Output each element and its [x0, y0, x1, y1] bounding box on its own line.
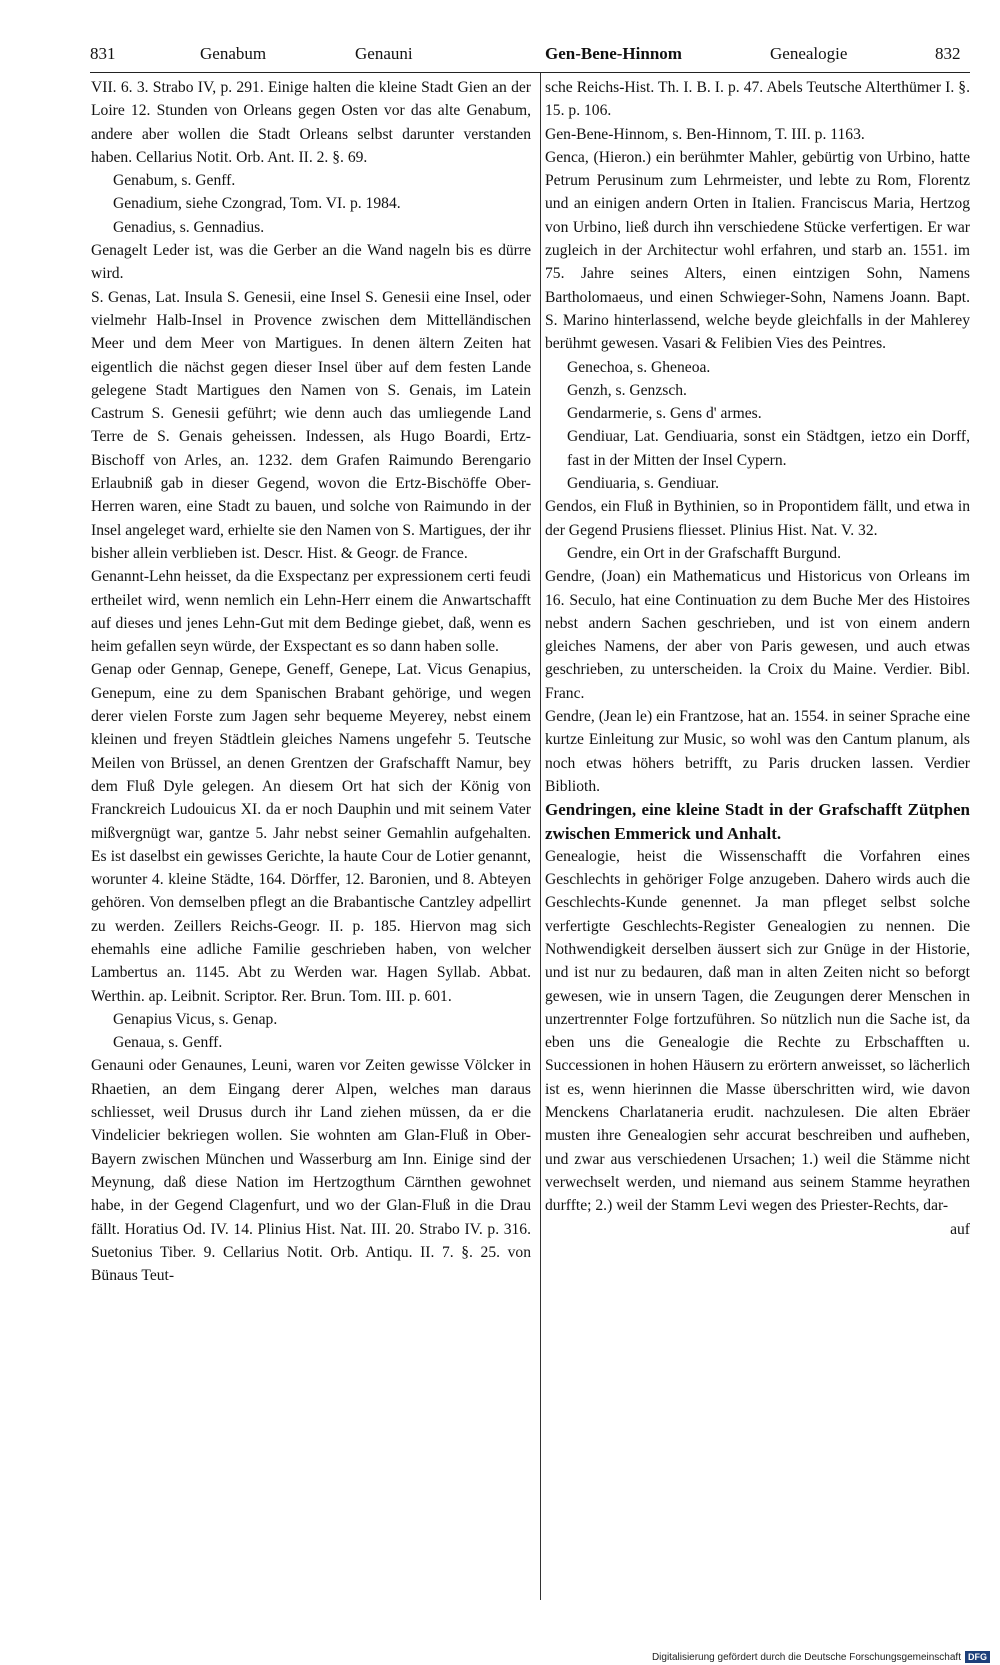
entry-genaua: Genaua, s. Genff.: [113, 1034, 223, 1052]
page-number-left: 831: [90, 44, 116, 63]
entry-genadius: Genadius, s. Gennadius.: [113, 218, 265, 236]
entry-gendiuaria: Gendiuaria, s. Gendiuar.: [567, 475, 719, 493]
page-number-right: 832: [935, 44, 961, 63]
entry-genapius-vicus: Genapius Vicus, s. Genap.: [113, 1010, 278, 1028]
entry-gendre-ort: Gendre, ein Ort in der Grafschafft Burgund.: [567, 544, 841, 562]
entry-genauni-cont: sche Reichs-Hist. Th. I. B. I. p. 47. Abels Teutsche Alterthümer I. §. 15. p. 106.: [545, 79, 970, 120]
entry-genannt-lehn: Genannt-Lehn heisset, da die Exspectanz per expressionem certi feudi ertheilet wird, wenn nemlich ein Lehn-Herr einem die Anwartschafft auf dieses und jenes Lehn-Gut mit dem Bedinge giebet, daß, wenn es heim gefallen seyn würde, der Exspectant es so dann haben solle.: [91, 568, 531, 656]
entry-gendos: Gendos, ein Fluß in Bythinien, so in Propontidem fällt, und etwa in der Gegend Prusiens fliesset. Plinius Hist. Nat. V. 32.: [545, 498, 970, 539]
entry-genechoa: Genechoa, s. Gheneoa.: [567, 358, 711, 376]
footer-text: Digitalisierung gefördert durch die Deutsche Forschungsgemeinschaft: [651, 1651, 961, 1663]
right-column: [545, 76, 970, 1241]
entry-genealogie: Genealogie, heist die Wissenschafft die Vorfahren eines Geschlechts in gehöriger Folge anzugeben. Dahero wirds auch die Geschlechts-Kunde genennet. Ja man pfleget selbst solche verfertigte Geschlechts-Register Genealogien zu nennen. Die Nothwendigkeit derselben äussert sich zur Gnüge in der Historie, und ist nur zu bedauren, daß man in alten Zeiten nicht so beforgt gewesen, wie in unsern Tagen, die Zeugungen derer Menschen in unzertrennter Folge fortzuführen. So nützlich nun die Sache ist, da eben uns die Genealogie die Rechte zu Erbschafften u. Successionen in hohen Häusern zu erörtern anweisset, so lächerlich ist es, wenn hierinnen die Masse überschritten wird, wie davon Menckens Charlataneria erudit. nachzulesen. Die alten Ebräer musten ihre Genealogien sehr accurat beschreiben und aufheben, und zwar aus verschiedenen Ursachen; 1.) weil die Stämme nicht verwechselt werden, und niemand aus seinem Stamme heyrathen durffte; 2.) weil der Stamm Levi wegen des Priester-Rechts, dar-: [545, 847, 970, 1215]
header-keyword-left-2: Genauni: [355, 44, 413, 63]
entry-genagelt-leder: Genagelt Leder ist, was die Gerber an die Wand nageln bis es dürre wird.: [91, 242, 531, 283]
entry-gen-bene-hinnom: Gen-Bene-Hinnom, s. Ben-Hinnom, T. III. p. 1163.: [545, 125, 865, 143]
entry-gendre-joan: Gendre, (Joan) ein Mathematicus und Historicus von Orleans im 16. Seculo, hat eine Continuation zu dem Buche Mer des Histoires nebst andern Sachen geschrieben, und ist von einem andern gleiches Namens, der aber von Paris gewesen, und auch etwas geschrieben, zu unterscheiden. la Croix du Maine. Verdier. Bibl. Franc.: [545, 568, 970, 702]
footer-credit: [652, 1651, 990, 1663]
header-keyword-left-1: Genabum: [200, 44, 267, 63]
entry-genadium: Genadium, siehe Czongrad, Tom. VI. p. 1984.: [113, 195, 401, 213]
running-header: [90, 44, 970, 70]
entry-s-genas: S. Genas, Lat. Insula S. Genesii, eine Insel S. Genesii eine Insel, oder vielmehr Halb-Insel in Provence zwischen dem Mittelländischen Meer und dem Meer von Martigues. In denen ältern Zeiten hat eigentlich die nächst gegen dieser Insel über auf dem festen Lande gelegene Stadt Martigues den Namen von S. Genais, im Latein Castrum S. Genesii geführt; wie denn auch das umliegende Land Terre de S. Genais geheissen. Indessen, als Hugo Boardi, Ertz-Bischoff von Arles, an. 1232. dem Grafen Raimundo Berengario Erlaubniß gab in dieser Gegend, wovon die Ertz-Bischöffe Ober-Herren waren, eine Stadt zu bauen, und solche von Raimundo in der Insel angeleget ward, erhielte sie den Namen von S. Martigues, der ihr bisher allein verblieben ist. Descr. Hist. & Geogr. de France.: [91, 288, 531, 562]
entry-gendarmerie: Gendarmerie, s. Gens d' armes.: [567, 405, 762, 423]
dfg-logo-icon: DFG: [965, 1651, 990, 1663]
header-rule: [90, 72, 970, 73]
entry-genabum-cont: VII. 6. 3. Strabo IV, p. 291. Einige halten die kleine Stadt Gien an der Loire 12. Stunden von Orleans gegen Osten vor das alte Genabum, andere aber wollen die Stadt Orleans selbst darunter verstanden haben. Cellarius Notit. Orb. Ant. II. 2. §. 69.: [91, 79, 531, 166]
entry-gendre-jean: Gendre, (Jean le) ein Frantzose, hat an. 1554. in seiner Sprache eine kurtze Einleitung zur Music, so wohl was den Cantum planum, als noch etwas höhers betrifft, zu Paris drucken lassen. Verdier Biblioth.: [545, 708, 970, 795]
entry-genap: Genap oder Gennap, Genepe, Geneff, Genepe, Lat. Vicus Genapius, Genepum, eine zu dem Spanischen Brabant gehörige, und wegen derer vielen Forste zum Jagen sehr bequeme Meyerey, nebst einem kleinen und freyen Städtlein gleiches Namens ungefehr 5. Teutsche Meilen von Brüssel, an denen Grentzen der Grafschafft Namur, bey dem Fluß Dyle gelegen. An diesem Ort hat sich der König von Franckreich Ludouicus XI. da er noch Dauphin und mit seinem Vater mißvergnügt war, gantze 5. Jahr nebst seiner Gemahlin aufgehalten. Es ist daselbst ein gewisses Gerichte, la haute Cour de Lotier genannt, worunter 4. kleine Städte, 164. Dörffer, 12. Baronien, und 8. Abteyen gehören. Von demselben pflegt an die Brabantische Cantzley adpellirt zu werden. Zeillers Reichs-Geogr. II. p. 185. Hiervon mag sich ehemahls eine adliche Familie geschrieben haben, von welcher Lambertus an. 1145. Abt zu Werden war. Hagen Syllab. Abbat. Werthin. ap. Leibnit. Scriptor. Rer. Brun. Tom. III. p. 601.: [91, 661, 531, 1005]
catchword: auf: [950, 1220, 970, 1238]
header-keyword-right-1: Gen-Bene-Hinnom: [545, 44, 682, 63]
entry-genca: Genca, (Hieron.) ein berühmter Mahler, gebürtig von Urbino, hatte Petrum Perusinum zum Lehrmeister, und lebte zu Rom, Florentz und an einigen andern Orten in Italien. Franciscus Maria, Hertzog von Urbino, ließ durch ihn verschiedene Stücke verfertigen. Er war zugleich in der Architectur wohl erfahren, und starb an. 1551. im 75. Jahre seines Alters, einen eintzigen Sohn, Namens Bartholomaeus, und einen Schwieger-Sohn, Namens Joann. Bapt. S. Marino hinterlassend, welche beyde gleichfalls in der Mahlerey berühmt gewesen. Vasari & Felibien Vies des Peintres.: [545, 148, 970, 353]
entry-genzh: Genzh, s. Genzsch.: [567, 381, 687, 399]
entry-gendiuar: Gendiuar, Lat. Gendiuaria, sonst ein Städtgen, ietzo ein Dorff, fast in der Mitten der Insel Cypern.: [567, 428, 970, 469]
left-column: [91, 76, 531, 1287]
entry-gendringen: Gendringen, eine kleine Stadt in der Grafschafft Zütphen zwischen Emmerick und Anhalt.: [545, 800, 970, 843]
header-keyword-right-2: Genealogie: [770, 44, 848, 63]
entry-genabum-ref: Genabum, s. Genff.: [113, 172, 236, 190]
entry-genauni: Genauni oder Genaunes, Leuni, waren vor Zeiten gewisse Völcker in Rhaetien, an dem Eingang derer Alpen, welches man daraus schliesset, weil Drusus durch ihr Land ziehen müssen, da er die Vindelicier bekriegen wollen. Sie wohnten am Glan-Fluß in Ober-Bayern zwischen München und Wasserburg am Inn. Einige sind der Meynung, daß diese Nation im Hertzogthum Cärnthen gewohnet habe, in der Gegend Clagenfurt, und wo der Glan-Fluß in die Drau fällt. Horatius Od. IV. 14. Plinius Hist. Nat. III. 20. Strabo IV. p. 316. Suetonius Tiber. 9. Cellarius Notit. Orb. Antiqu. II. 7. §. 25. von Bünaus Teut-: [91, 1057, 531, 1285]
column-divider: [540, 73, 541, 1600]
